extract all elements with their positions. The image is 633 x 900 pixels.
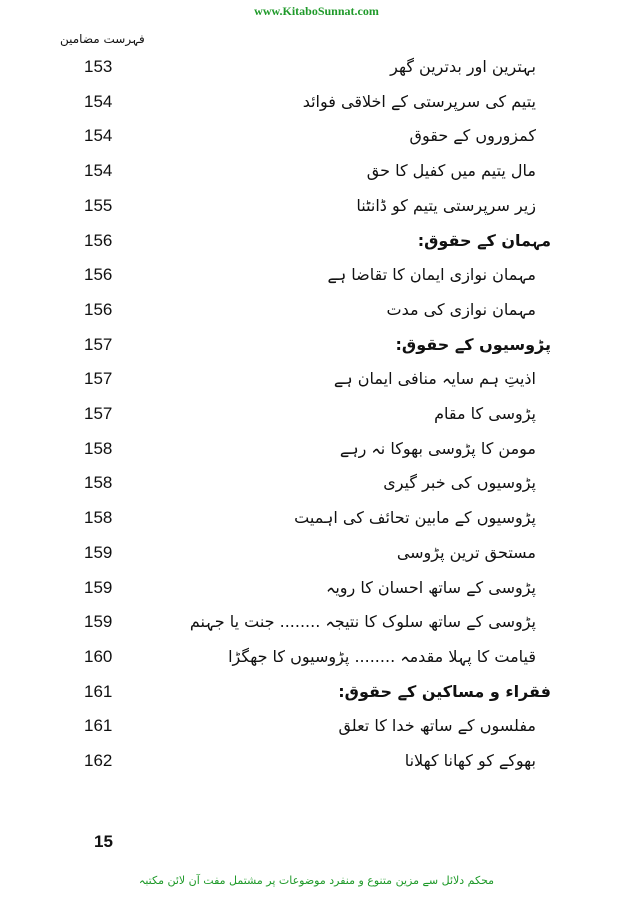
toc-entry-title: بھوکے کو کھانا کھلانا [404,751,536,770]
toc-entry [0,87,633,117]
toc-page-number: 159 [84,542,113,562]
toc-page-number: 155 [84,195,113,215]
toc-page-number: 159 [84,577,113,597]
toc-entry [0,330,633,360]
toc-entry-title: مہمان نوازی کی مدت [386,299,536,319]
toc-entry [0,52,633,82]
footer-text: محکم دلائل سے مزین متنوع و منفرد موضوعات پر مشتمل مفت آن لائن مکتبہ [138,874,495,887]
toc-entry-title: پڑوسی کے ساتھ سلوک کا نتیجہ ........ جنت یا جہنم [189,612,536,632]
site-url[interactable]: www.KitaboSunnat.com [254,4,379,18]
toc-entry [0,468,633,498]
toc-page-number: 154 [84,161,113,181]
toc-entry-title: اذیتِ ہم سایہ منافی ایمان ہے [333,369,536,389]
toc-page-number: 161 [84,716,113,736]
toc-page-number: 157 [84,369,113,389]
toc-entry-title: قیامت کا پہلا مقدمہ ........ پڑوسیوں کا جھگڑا [228,646,536,666]
toc-page-number: 160 [84,646,113,666]
toc-header-title: فہرست مضامین [60,32,145,46]
toc-entry [0,538,633,568]
toc-entry [0,399,633,429]
toc-entry [0,434,633,464]
toc-entry [0,711,633,741]
toc-entry-title: کمزوروں کے حقوق [409,126,536,146]
toc-entry [0,607,633,637]
toc-entry [0,677,633,707]
toc-entry [0,295,633,325]
toc-page-number: 156 [84,230,113,250]
toc-page-number: 153 [84,57,113,76]
toc-entry [0,226,633,256]
toc-page-number: 154 [84,126,113,146]
toc-entry-title: پڑوسی کا مقام [434,404,536,423]
toc-entry-title: مال یتیم میں کفیل کا حق [366,161,536,181]
toc-entry-title: زیر سرپرستی یتیم کو ڈانٹنا [356,195,536,215]
toc-page-number: 157 [84,404,113,423]
toc-page-number: 159 [84,612,113,632]
toc-page-number: 161 [84,681,113,701]
toc-entry-title: یتیم کی سرپرستی کے اخلاقی فوائد [302,91,536,111]
toc-page-number: 156 [84,299,113,319]
toc-page-number: 158 [84,508,113,528]
toc-entry-title: پڑوسیوں کے مابین تحائف کی اہمیت [294,508,536,528]
toc-page-number: 162 [84,751,113,770]
toc-entry [0,364,633,394]
toc-page-number: 157 [84,334,113,354]
toc-entry [0,503,633,533]
toc-entry-title: بہترین اور بدترین گھر [390,57,536,76]
toc-entry-title: مومن کا پڑوسی بھوکا نہ رہے [339,438,536,458]
page-number: 15 [94,832,113,851]
toc-page-number: 158 [84,438,113,458]
toc-entry-title: مستحق ترین پڑوسی [396,542,536,562]
toc-entry [0,191,633,221]
toc-entry-title: مہمان نوازی ایمان کا تقاضا ہے [327,265,536,285]
toc-section-heading: مہمان کے حقوق: [417,230,551,250]
toc-section-heading: فقراء و مساکین کے حقوق: [338,681,551,701]
toc-entry [0,746,633,776]
toc-page-number: 158 [84,473,113,493]
toc-page-number: 154 [84,91,113,111]
toc-page-number: 156 [84,265,113,285]
toc-entry-title: پڑوسیوں کی خبر گیری [383,473,536,493]
toc-entry [0,260,633,290]
toc-entry [0,156,633,186]
toc-entry-title: پڑوسی کے ساتھ احسان کا رویہ [325,577,536,597]
toc-entry [0,121,633,151]
toc-entry-title: مفلسوں کے ساتھ خدا کا تعلق [338,716,536,736]
toc-section-heading: پڑوسیوں کے حقوق: [395,334,551,354]
toc-entry [0,573,633,603]
toc-entry [0,642,633,672]
